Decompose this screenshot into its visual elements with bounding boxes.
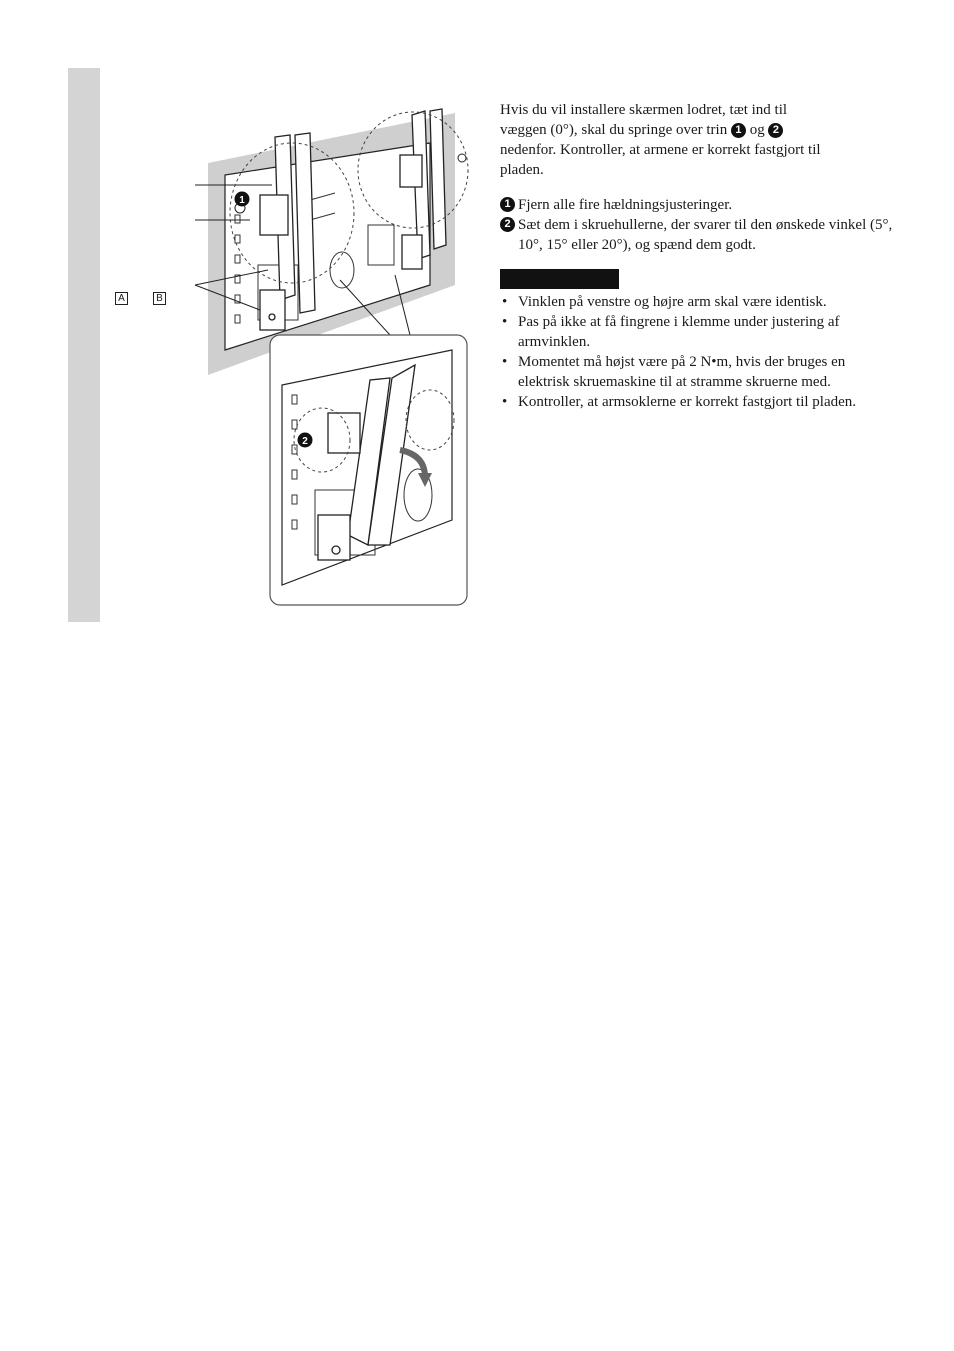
label-b: B (153, 292, 166, 305)
text-column (500, 100, 900, 412)
note-text: Vinklen på venstre og højre arm skal være identisk. (518, 294, 827, 310)
note-bullet: • (502, 354, 508, 370)
note-item (500, 352, 900, 392)
note-item (500, 292, 900, 312)
intro-line-2 (500, 120, 900, 140)
step-2-marker: 2 (500, 217, 515, 232)
note-text: Pas på ikke at få fingrene i klemme under justering af armvinklen. (518, 314, 840, 350)
intro-and-text: og (745, 122, 769, 138)
note-bullet: • (502, 294, 508, 310)
intro-line-4: pladen. (500, 162, 544, 178)
callout-2-label: 2 (302, 436, 308, 447)
note-text: Momentet må højst være på 2 N•m, hvis der bruges en elektrisk skruemaskine til at stramme skruerne med. (518, 354, 846, 390)
step-item (500, 215, 900, 255)
installation-figure (100, 95, 480, 615)
mount-illustration (100, 95, 480, 615)
page-side-strip (68, 68, 100, 622)
step-2-text: Sæt dem i skruehullerne, der svarer til den ønskede vinkel (5°, 10°, 15° eller 20°), og spænd dem godt. (518, 217, 893, 253)
step-1-marker: 1 (500, 197, 515, 212)
callout-1-label: 1 (239, 195, 245, 206)
intro-line-1: Hvis du vil installere skærmen lodret, tæt ind til (500, 102, 788, 118)
note-bullet: • (502, 394, 508, 410)
step-2-marker-inline: 2 (768, 123, 783, 138)
note-item (500, 312, 900, 352)
notes-list (500, 292, 900, 412)
step-item (500, 195, 900, 215)
note-bullet: • (502, 314, 508, 330)
note-text: Kontroller, at armsoklerne er korrekt fastgjort til pladen. (518, 394, 857, 410)
label-a: A (115, 292, 128, 305)
note-item (500, 392, 900, 412)
step-list (500, 195, 900, 255)
intro-line-3: nedenfor. Kontroller, at armene er korrekt fastgjort til (500, 142, 821, 158)
step-1-marker-inline: 1 (731, 123, 746, 138)
notes-header-bar (500, 269, 619, 289)
intro-line-2-text: væggen (0°), skal du springe over trin (500, 122, 731, 138)
step-1-text: Fjern alle fire hældningsjusteringer. (518, 197, 733, 213)
intro-paragraph (500, 100, 900, 180)
screw-right (458, 154, 466, 162)
